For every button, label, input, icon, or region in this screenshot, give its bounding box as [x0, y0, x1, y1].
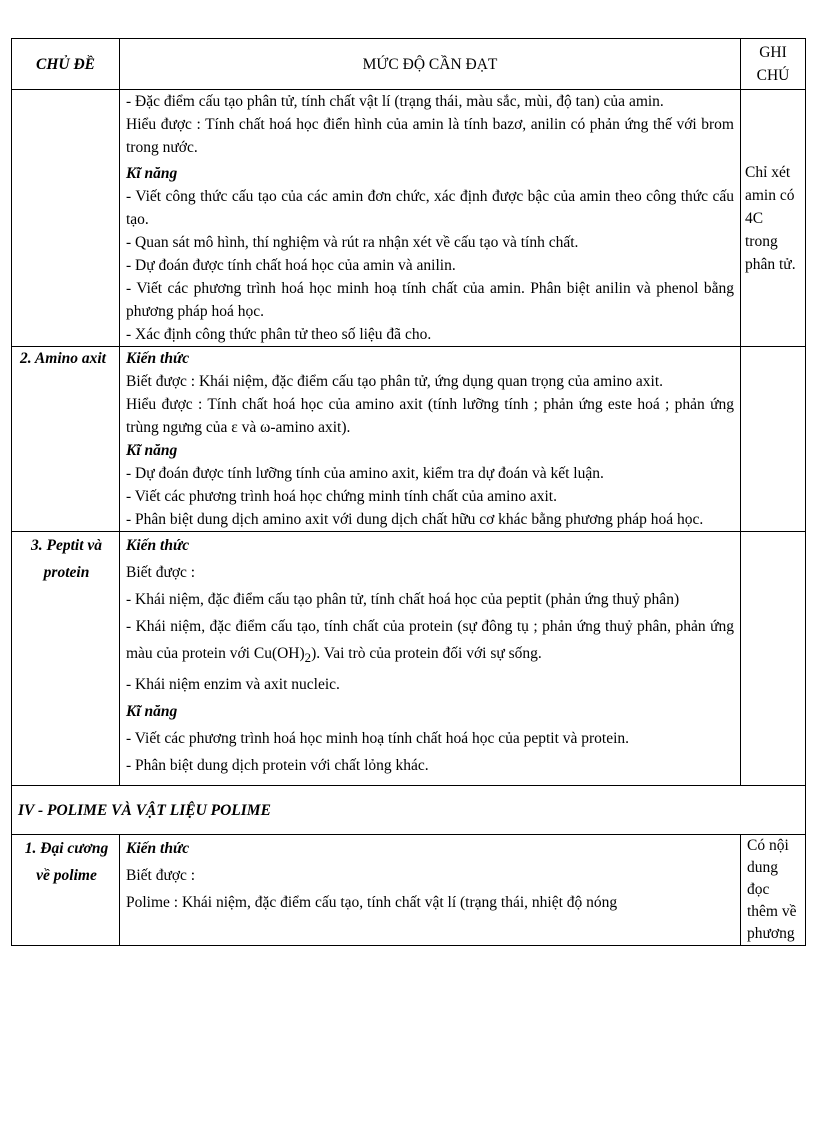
skill-line: - Viết các phương trình hoá học chứng minh tính chất của amino axit.: [126, 488, 557, 505]
topic-line: về polime: [36, 867, 97, 885]
topic-line: 3. Peptit và: [30, 537, 103, 554]
header-notes: [741, 39, 806, 90]
text-line: Polime : Khái niệm, đặc điểm cấu tạo, tính chất vật lí (trạng thái, nhiệt độ nóng: [126, 894, 618, 912]
topic-cell: 2. Amino axit: [12, 347, 120, 532]
requirements-cell: [120, 347, 741, 532]
text-line: Hiểu được : Tính chất hoá học điển hình của amin là tính bazơ, anilin có phản ứng thế với brom trong nước.: [126, 116, 734, 156]
protein-line: [126, 613, 734, 671]
table-row-amin: [12, 90, 806, 347]
skill-line: - Viết công thức cấu tạo của các amin đơn chức, xác định được bậc của amin theo công thức cấu tạo.: [126, 188, 734, 228]
text-line: - Đặc điểm cấu tạo phân tử, tính chất vật lí (trạng thái, màu sắc, mùi, độ tan) của amin.: [126, 93, 664, 110]
note-cell: [741, 532, 806, 786]
skill-line: - Dự đoán được tính lưỡng tính của amino axit, kiểm tra dự đoán và kết luận.: [126, 465, 604, 482]
header-notes-line2: CHÚ: [756, 67, 790, 84]
text-fragment: - Khái niệm, đặc điểm cấu tạo, tính chất của protein (sự đông tụ ; phản ứng thuỷ phân, phản ứng màu của protein với Cu(OH): [126, 618, 734, 662]
note-cell: [741, 347, 806, 532]
text-line: - Khái niệm, đặc điểm cấu tạo phân tử, tính chất hoá học của peptit (phản ứng thuỷ phân): [126, 591, 680, 608]
text-fragment: ). Vai trò của protein đối với sự sống.: [311, 645, 542, 662]
section-row: [12, 786, 806, 835]
skill-line: - Phân biệt dung dịch amino axit với dung dịch chất hữu cơ khác bằng phương pháp hoá học.: [126, 511, 704, 528]
skills-heading: Kĩ năng: [126, 703, 178, 721]
knowledge-heading: Kiến thức: [126, 537, 190, 554]
text-line: Biết được :: [126, 867, 196, 885]
skills-heading: Kĩ năng: [126, 442, 178, 459]
curriculum-table: [11, 38, 806, 946]
requirements-cell: [120, 532, 741, 786]
note-cell: Có nội dung đọc thêm về phương: [741, 835, 806, 946]
header-topic: CHỦ ĐỀ: [12, 39, 120, 90]
text-line: Hiểu được : Tính chất hoá học của amino axit (tính lưỡng tính ; phản ứng este hoá ; phản ứng trùng ngưng của ε và ω-amino axit).: [126, 396, 734, 436]
skill-line: - Viết các phương trình hoá học minh hoạ tính chất hoá học của peptit và protein.: [126, 730, 630, 748]
text-line: Biết được : Khái niệm, đặc điểm cấu tạo phân tử, ứng dụng quan trọng của amino axit.: [126, 373, 664, 390]
skill-line: - Xác định công thức phân tử theo số liệu đã cho.: [126, 326, 432, 343]
note-cell: Chỉ xét amin có 4C trong phân tử.: [741, 90, 806, 347]
header-requirements: MỨC ĐỘ CẦN ĐẠT: [120, 39, 741, 90]
text-line: Biết được :: [126, 564, 196, 581]
skill-line: - Dự đoán được tính chất hoá học của amin và anilin.: [126, 257, 456, 274]
table-row-amino-axit: [12, 347, 806, 532]
topic-line: 1. Đại cương: [24, 840, 109, 858]
text-line: - Khái niệm enzim và axit nucleic.: [126, 676, 340, 694]
subscript: 2: [304, 650, 312, 666]
header-notes-line1: GHI: [759, 44, 787, 61]
skills-heading: Kĩ năng: [126, 165, 178, 182]
section-title: IV - POLIME VÀ VẬT LIỆU POLIME: [12, 786, 806, 835]
table-row-peptit: [12, 532, 806, 786]
topic-line: protein: [43, 564, 90, 581]
requirements-cell: [120, 90, 741, 347]
skill-line: - Phân biệt dung dịch protein với chất lỏng khác.: [126, 757, 429, 775]
knowledge-heading: Kiến thức: [126, 840, 190, 858]
topic-cell: [12, 90, 120, 347]
requirements-cell: [120, 835, 741, 946]
knowledge-heading: Kiến thức: [126, 350, 190, 367]
topic-cell: [12, 835, 120, 946]
table-row-polime: [12, 835, 806, 946]
skill-line: - Viết các phương trình hoá học minh hoạ tính chất của amin. Phân biệt anilin và phenol bằng phương pháp hoá học.: [126, 280, 734, 320]
skill-line: - Quan sát mô hình, thí nghiệm và rút ra nhận xét về cấu tạo và tính chất.: [126, 234, 579, 251]
table-header-row: [12, 39, 806, 90]
topic-cell: [12, 532, 120, 786]
